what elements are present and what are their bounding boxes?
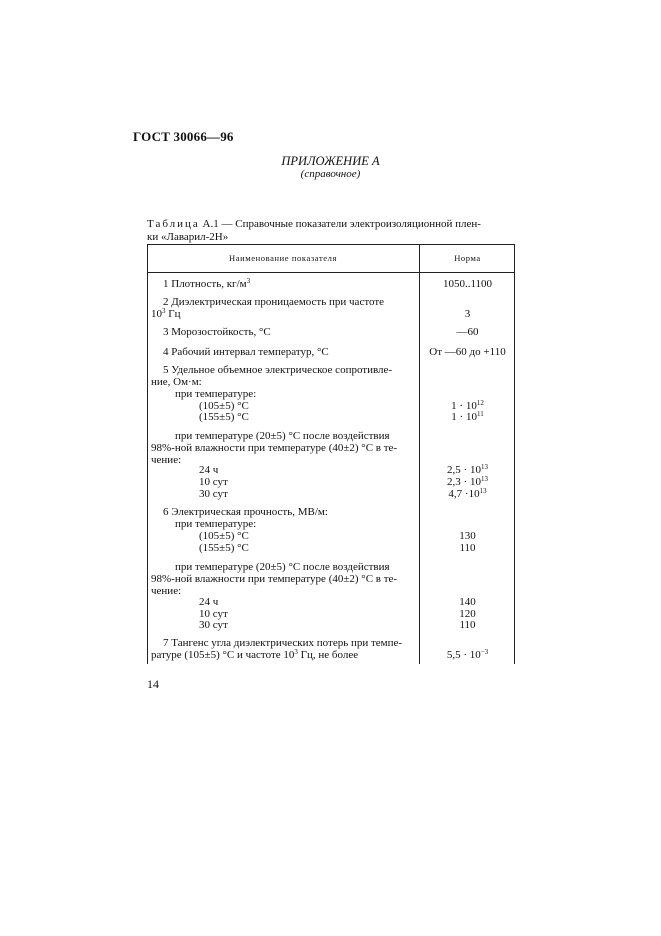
table-caption-prefix: Таблица xyxy=(147,218,200,230)
row-text: 5 Удельное объемное электрическое сопротивле- xyxy=(163,364,393,376)
row-text: 98%-ной влажности при температуре (40±2) °С в те- xyxy=(151,573,398,585)
row-text: при температуре (20±5) °С после воздействия xyxy=(175,561,390,573)
row-text: 24 ч xyxy=(199,596,219,608)
row-text: чение: xyxy=(151,585,182,597)
row-text: (105±5) °С xyxy=(199,530,249,542)
row-text: 10 сут xyxy=(199,608,228,620)
row-value: 140 xyxy=(459,596,476,608)
row-text: 7 Тангенс угла диэлектрических потерь при темпе- xyxy=(163,637,403,649)
row-text: 6 Электрическая прочность, МВ/м: xyxy=(163,506,328,518)
row-value: 120 xyxy=(459,608,476,620)
row-text: 30 сут xyxy=(199,488,228,500)
row-text: 3 Морозостойкость, °С xyxy=(163,326,271,338)
document-code: ГОСТ 30066—96 xyxy=(133,129,234,144)
row-value: 1050..1100 xyxy=(442,278,493,290)
row-value: 110 xyxy=(459,542,476,554)
row-text: (155±5) °С xyxy=(199,411,249,423)
row-text: чение: xyxy=(151,454,182,466)
row-text: (105±5) °С xyxy=(199,400,249,412)
row-value: $2,3 \cdot 10^{13}$ xyxy=(447,475,488,488)
row-text: при температуре: xyxy=(175,518,257,530)
header-norm: Норма xyxy=(454,253,481,263)
header-name: Наименование показателя xyxy=(228,253,337,263)
row-value: 130 xyxy=(459,530,476,542)
row-text: ние, Ом·м: xyxy=(151,376,202,388)
row-value: $4,7 \cdot 10^{13}$ xyxy=(448,487,487,500)
table-caption-line-2: ки «Лаварил-2Н» xyxy=(147,231,229,243)
page-number: 14 xyxy=(147,677,159,691)
row-text: (155±5) °С xyxy=(199,542,249,554)
row-value: —60 xyxy=(456,326,479,338)
row-text: 98%-ной влажности при температуре (40±2) °С в те- xyxy=(151,442,398,454)
appendix-subtitle: (справочное) xyxy=(300,168,361,180)
row-text: 2 Диэлектрическая проницаемость при частоте xyxy=(163,296,385,308)
row-value: $1 \cdot 10^{12}$ xyxy=(451,399,484,412)
row-value: 3 xyxy=(464,308,471,320)
row-value: $5,5 \cdot 10^{-3}$ xyxy=(446,648,489,661)
row-text: 4 Рабочий интервал температур, °С xyxy=(163,346,329,358)
row-text: 30 сут xyxy=(199,619,228,631)
row-text: при температуре (20±5) °С после воздействия xyxy=(175,430,390,442)
row-text: ратуре (105±5) °С и частоте $10^3$ Гц, не более xyxy=(151,648,359,661)
row-value: $2,5 \cdot 10^{13}$ xyxy=(447,463,488,476)
row-value: 110 xyxy=(459,619,476,631)
header-divider xyxy=(147,272,515,273)
row-value: $1 \cdot 10^{11}$ xyxy=(451,410,484,423)
row-text: 10 сут xyxy=(199,476,228,488)
row-text: $10^3$ Гц xyxy=(151,307,181,320)
table-caption-title: — Справочные показатели электроизоляционной плен- xyxy=(218,218,481,230)
row-text: 24 ч xyxy=(199,464,219,476)
row-text: при температуре: xyxy=(175,388,257,400)
table-caption-line-1 xyxy=(147,218,481,230)
row-value: От —60 до +110 xyxy=(429,346,506,358)
appendix-title: ПРИЛОЖЕНИЕ А xyxy=(281,154,380,168)
table-caption-number: А.1 xyxy=(202,218,219,230)
row-text: 1 Плотность, $кг/м^3$ xyxy=(163,277,251,290)
